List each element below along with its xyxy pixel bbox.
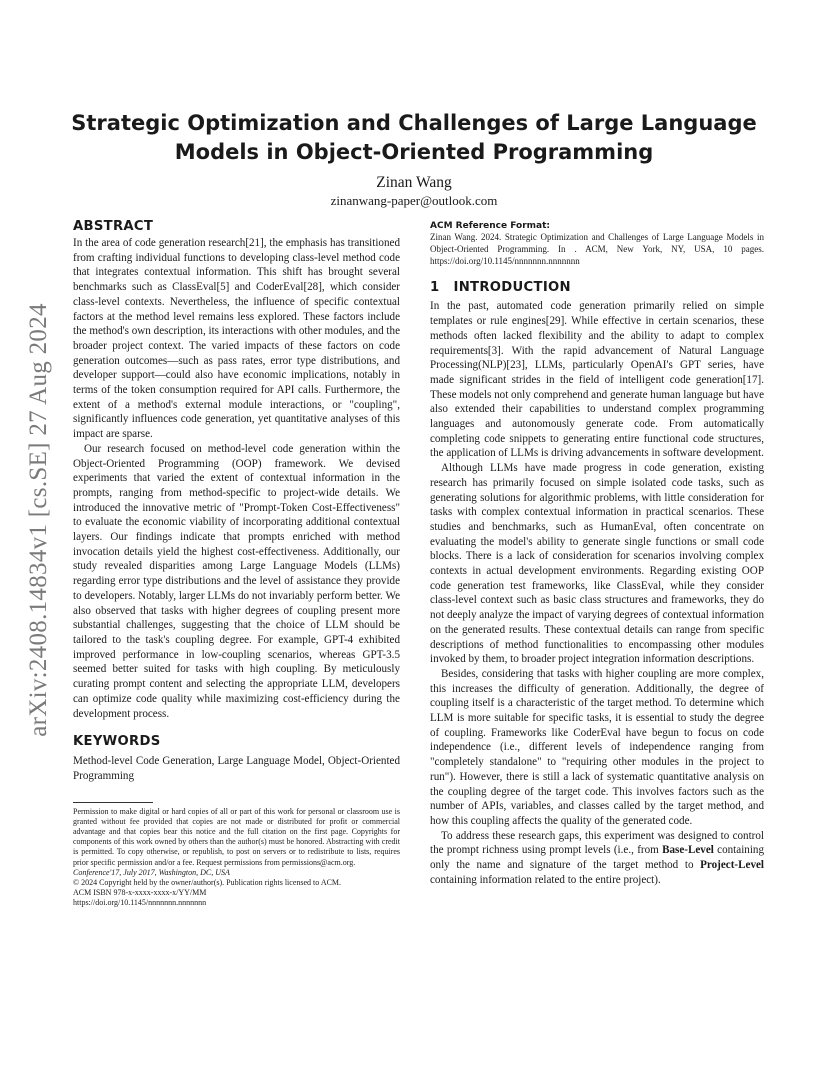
conference-info: Conference'17, July 2017, Washington, DC, USA <box>73 867 230 877</box>
section-title: INTRODUCTION <box>453 280 571 296</box>
arxiv-identifier-text: arXiv:2408.14834v1 [cs.SE] 27 Aug 2024 <box>25 303 52 737</box>
left-column <box>73 218 400 909</box>
keywords-heading: KEYWORDS <box>73 734 161 750</box>
intro-paragraph-3: Besides, considering that tasks with higher coupling are more complex, this increases the difficulty of generation. Additionally, the degree of coupling itself is a characteristic of the target method. To determine which LLM is more suitable for specific tasks, it is essential to study the degree of coupling. Frameworks like CoderEval have begun to focus on code independence (i.e., different levels of independence ranging from "completely standalone" to "requiring other modules in the project to run"). However, there is still a lack of systematic quantitative analysis on the coupling degree of the target code. This involves factors such as the number of APIs, variables, and classes called by the target method, and how this coupling affects the quality of the generated code. <box>430 667 764 827</box>
intro-p4-text-3: containing information related to the entire project). <box>430 873 661 886</box>
abstract-paragraph-1: In the area of code generation research[21], the emphasis has transitioned from crafting individual functions to developing class-level method code that integrates contextual information. This shift has brought several benchmarks such as ClassEval[5] and CoderEval[28], which consider class-level contexts. Nevertheless, the influence of specific contextual factors at the method level remains less explored. These factors include the method's own description, its interactions with other modules, and the broader project context. The varied impacts of these factors on code generation outcomes—such as pass rates, error type distributions, and developer support—could also have economic implications, notably in terms of the token consumption required for API calls. Furthermore, the extent of a method's external module interactions, or "coupling", significantly influences code generation, yet quantitative analyses of this impact are sparse. <box>73 237 400 441</box>
intro-p4-text-2: containing only the name and signature of the target method to <box>430 844 764 872</box>
acm-reference-heading: ACM Reference Format: <box>430 221 550 231</box>
base-level-term: Base-Level <box>662 844 714 857</box>
abstract-paragraph-2: Our research focused on method-level code generation within the Object-Oriented Programming (OOP) framework. We devised experiments that varied the extent of contextual information in the prompts, ranging from method-specific to project-wide details. We introduced the innovative metric of "Prompt-Token Cost-Effectiveness" to evaluate the economic viability of incorporating additional contextual layers. Our findings indicate that prompts enriched with method invocation details yield the highest cost-effectiveness. Additionally, our study revealed disparities among Large Language Models (LLMs) regarding error type distributions and the level of assistance they provide to developers. Notably, larger LLMs do not invariably perform better. We also observed that tasks with higher degrees of coupling present more substantial challenges, suggesting that the choice of LLM should be tailored to the task's coupling degree. For example, GPT-4 exhibited improved performance in low-coupling scenarios, whereas GPT-3.5 seemed better suited for tasks with high coupling. By meticulously curating prompt content and selecting the appropriate LLM, developers can optimize code quality while maximizing cost-efficiency during the development process. <box>73 442 400 720</box>
intro-paragraph-1: In the past, automated code generation primarily relied on simple templates or rule engines[29]. While effective in certain scenarios, these methods often lacked flexibility and the ability to adapt to complex requirements[3]. With the rapid advancement of Natural Language Processing(NLP)[23], LLMs, particularly OpenAI's GPT series, have made significant strides in the field of intelligent code generation[17]. These models not only comprehend and generate human language but have also extended their capabilities to understand complex programming languages and autonomously generate code. From automatically completing code snippets to generating entire functional code structures, the application of LLMs is driving advancements in software development. <box>430 300 764 460</box>
footnote-divider <box>73 802 153 803</box>
abstract-heading: ABSTRACT <box>73 219 154 234</box>
isbn-info: ACM ISBN 978-x-xxxx-xxxx-x/YY/MM <box>73 888 207 898</box>
intro-paragraph-4 <box>430 829 764 888</box>
author-email[interactable]: zinanwang-paper@outlook.com <box>330 193 498 208</box>
permission-notice: Permission to make digital or hard copies of all or part of this work for personal or classroom use is granted without fee provided that copies are not made or distributed for profit or commercial advantage and that copies bear this notice and the full citation on the first page. Copyrights for components of this work owned by others than the author(s) must be honored. Abstracting with credit is permitted. To copy otherwise, or republish, to post on servers or to redistribute to lists, requires prior specific permission and/or a fee. Request permissions from permissions@acm.org. <box>73 806 400 867</box>
keywords-text: Method-level Code Generation, Large Language Model, Object-Oriented Programming <box>73 755 400 782</box>
project-level-term: Project-Level <box>700 859 764 872</box>
right-column <box>430 218 764 888</box>
doi-link[interactable]: https://doi.org/10.1145/nnnnnnn.nnnnnnn <box>73 898 207 908</box>
paper-title: Strategic Optimization and Challenges of Large Language Models in Object-Oriented Programming <box>71 111 757 164</box>
section-number: 1 <box>430 280 440 296</box>
introduction-heading <box>430 279 764 297</box>
arxiv-side-identifier <box>14 280 64 760</box>
copyright-notice: © 2024 Copyright held by the owner/author(s). Publication rights licensed to ACM. <box>73 878 342 888</box>
intro-p4-text-1: To address these research gaps, this experiment was designed to control the prompt richness using prompt levels (i.e., from <box>430 829 764 857</box>
intro-paragraph-2: Although LLMs have made progress in code generation, existing research has primarily focused on simple isolated code tasks, such as generating solutions for algorithmic problems, with little consideration for tasks with complex contextual information in practical scenarios. These studies and benchmarks, such as HumanEval, often concentrate on evaluating the model's ability to generate single functions or small code blocks. There is a lack of consideration for scenarios involving complex contexts in actual development environments. Regarding existing OOP code generation test frameworks, like ClassEval, while they consider class-level context such as basic class structures and frameworks, they do not deeply analyze the impact of varying degrees of contextual information on the generated results. These contextual details can range from specific descriptions of method functionalities to encompassing other modules invoked by them, to broader project integration information descriptions. <box>430 462 764 666</box>
acm-reference-text: Zinan Wang. 2024. Strategic Optimization and Challenges of Large Language Models in Object-Oriented Programming. In . ACM, New York, NY, USA, 10 pages. https://doi.org/10.1145/nnnnnnn.nnnnnnn <box>430 232 764 266</box>
author-name: Zinan Wang <box>376 174 452 191</box>
